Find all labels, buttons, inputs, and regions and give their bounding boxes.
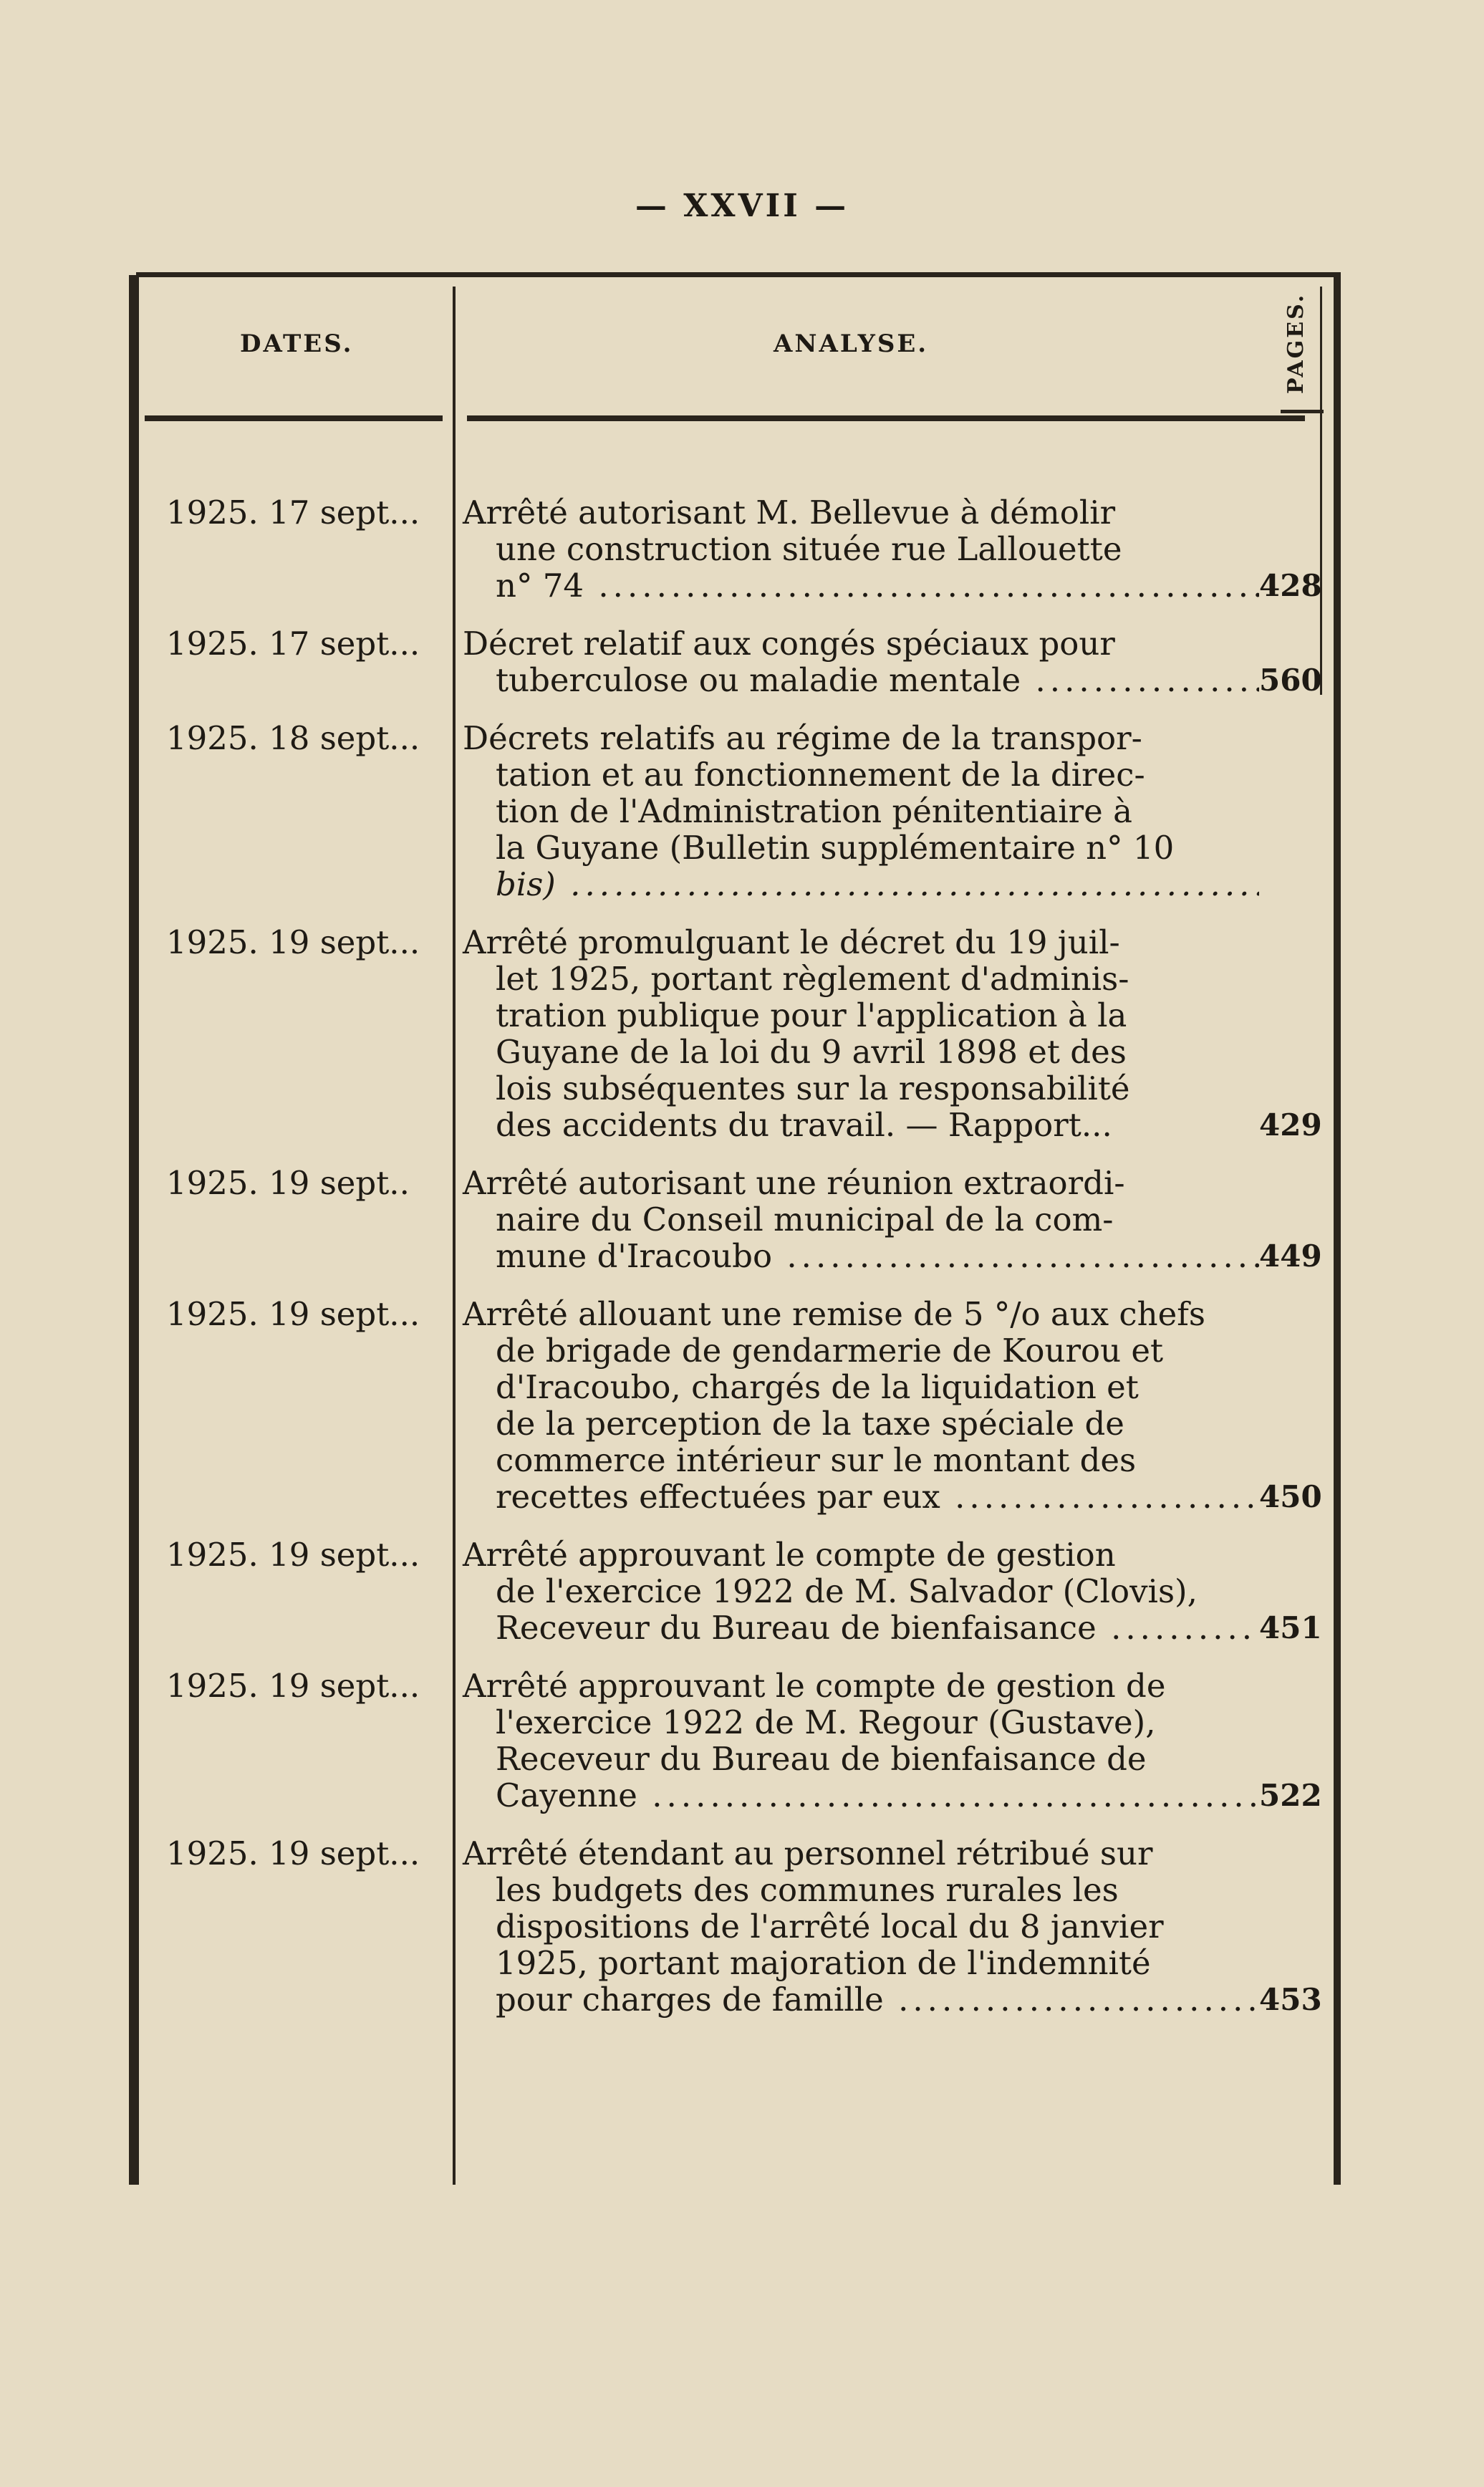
analysis-line: une construction située rue Lallouette: [496, 530, 1122, 568]
entry-page: 450: [1259, 1479, 1322, 1514]
entry-date: 1925. 17 sept...: [166, 494, 420, 531]
analysis-line: pour charges de famille .....: [463, 1981, 1259, 2018]
table-row: [129, 1668, 1341, 1814]
analysis-line: Arrêté autorisant M. Bellevue à démolir: [463, 494, 1116, 531]
analysis-line: des accidents du travail. — Rapport...: [496, 1106, 1112, 1144]
entry-analysis: [453, 1835, 1259, 2018]
entry-date: 1925. 17 sept...: [166, 625, 420, 663]
entry-page: 453: [1259, 1982, 1322, 2017]
analysis-line: tuberculose ou maladie mentale .....: [463, 662, 1259, 698]
analysis-line: Arrêté étendant au personnel rétribué sur: [463, 1834, 1153, 1872]
table-row: [129, 1536, 1341, 1646]
table-row: [129, 1835, 1341, 2018]
analysis-line: Arrêté autorisant une réunion extraordi-: [463, 1164, 1125, 1202]
header-rule-analyse: [467, 415, 1305, 421]
entry-analysis: [453, 1668, 1259, 1814]
entry-list: [129, 494, 1341, 2039]
analysis-line: de l'exercice 1922 de M. Salvador (Clovis),: [496, 1572, 1198, 1610]
table-row: [129, 924, 1341, 1143]
entry-date: 1925. 19 sept..: [166, 1164, 410, 1202]
analysis-line: la Guyane (Bulletin supplémentaire n° 10: [496, 829, 1175, 867]
analysis-line: les budgets des communes rurales les: [496, 1871, 1119, 1909]
table-row: [129, 1296, 1341, 1515]
entry-page: 429: [1259, 1107, 1322, 1143]
entry-page: 428: [1259, 568, 1322, 603]
analysis-line: Receveur du Bureau de bienfaisance .....: [463, 1610, 1259, 1646]
entry-page: 451: [1259, 1610, 1322, 1645]
analysis-line: naire du Conseil municipal de la com-: [496, 1201, 1114, 1238]
analysis-line: 1925, portant majoration de l'indemnité: [496, 1944, 1151, 1982]
page-number-header: — XXVII —: [635, 188, 849, 224]
entry-analysis: [453, 924, 1259, 1143]
analysis-line: Receveur du Bureau de bienfaisance de: [496, 1740, 1147, 1778]
analysis-line: recettes effectuées par eux .....: [463, 1478, 1259, 1515]
entry-date: 1925. 19 sept...: [166, 1834, 420, 1872]
analysis-line: tration publique pour l'application à la: [496, 996, 1127, 1034]
entry-page: 449: [1259, 1238, 1322, 1274]
entry-analysis: [453, 494, 1259, 604]
header-rule-dates: [145, 415, 443, 421]
entry-date: 1925. 19 sept...: [166, 1295, 420, 1333]
header-pages: PAGES.: [1283, 292, 1309, 394]
table-row: [129, 1165, 1341, 1274]
entry-page: 560: [1259, 663, 1322, 698]
entry-date: 1925. 18 sept...: [166, 719, 420, 757]
analysis-line: Décret relatif aux congés spéciaux pour: [463, 625, 1115, 663]
entry-analysis: [453, 625, 1259, 698]
analysis-line: de brigade de gendarmerie de Kourou et: [496, 1332, 1164, 1370]
entry-date: 1925. 19 sept...: [166, 1667, 420, 1705]
analysis-line: bis) .....: [463, 866, 1259, 903]
table-row: [129, 720, 1341, 903]
analysis-line: tation et au fonctionnement de la direc-: [496, 756, 1145, 794]
analysis-line: Cayenne .....: [463, 1777, 1259, 1814]
analysis-line: Arrêté approuvant le compte de gestion de: [463, 1667, 1166, 1705]
entry-analysis: [453, 1536, 1259, 1646]
analysis-line: Arrêté promulguant le décret du 19 juil-: [463, 923, 1120, 961]
entry-page: 522: [1259, 1778, 1322, 1813]
table-row: [129, 494, 1341, 604]
analysis-line: Décrets relatifs au régime de la transpor-: [463, 719, 1142, 757]
analysis-line: d'Iracoubo, chargés de la liquidation et: [496, 1368, 1139, 1406]
analysis-line: mune d'Iracoubo .....: [463, 1238, 1259, 1274]
analysis-line: l'exercice 1922 de M. Regour (Gustave),: [496, 1703, 1156, 1741]
analysis-line: tion de l'Administration pénitentiaire à: [496, 792, 1132, 830]
entry-analysis: [453, 1296, 1259, 1515]
entry-date: 1925. 19 sept...: [166, 923, 420, 961]
analysis-line: commerce intérieur sur le montant des: [496, 1441, 1137, 1479]
analysis-line: lois subséquentes sur la responsabilité: [496, 1069, 1130, 1107]
analysis-line: n° 74 .....: [463, 567, 1259, 604]
table-row: [129, 625, 1341, 698]
header-analyse: ANALYSE.: [774, 329, 929, 358]
analysis-line: let 1925, portant règlement d'adminis-: [496, 960, 1129, 998]
analysis-line: Arrêté allouant une remise de 5 °/o aux chefs: [463, 1295, 1205, 1333]
entry-analysis: [453, 1165, 1259, 1274]
analysis-line: Guyane de la loi du 9 avril 1898 et des: [496, 1033, 1127, 1071]
entry-date: 1925. 19 sept...: [166, 1536, 420, 1574]
analysis-line: dispositions de l'arrêté local du 8 janvier: [496, 1908, 1164, 1945]
analysis-line: de la perception de la taxe spéciale de: [496, 1405, 1124, 1443]
header-dates: DATES.: [240, 329, 354, 358]
header-rule-pages: [1281, 410, 1324, 413]
entry-analysis: [453, 720, 1259, 903]
index-table: [129, 272, 1341, 2185]
analysis-line: Arrêté approuvant le compte de gestion: [463, 1536, 1116, 1574]
table-top-rule: [136, 272, 1341, 277]
